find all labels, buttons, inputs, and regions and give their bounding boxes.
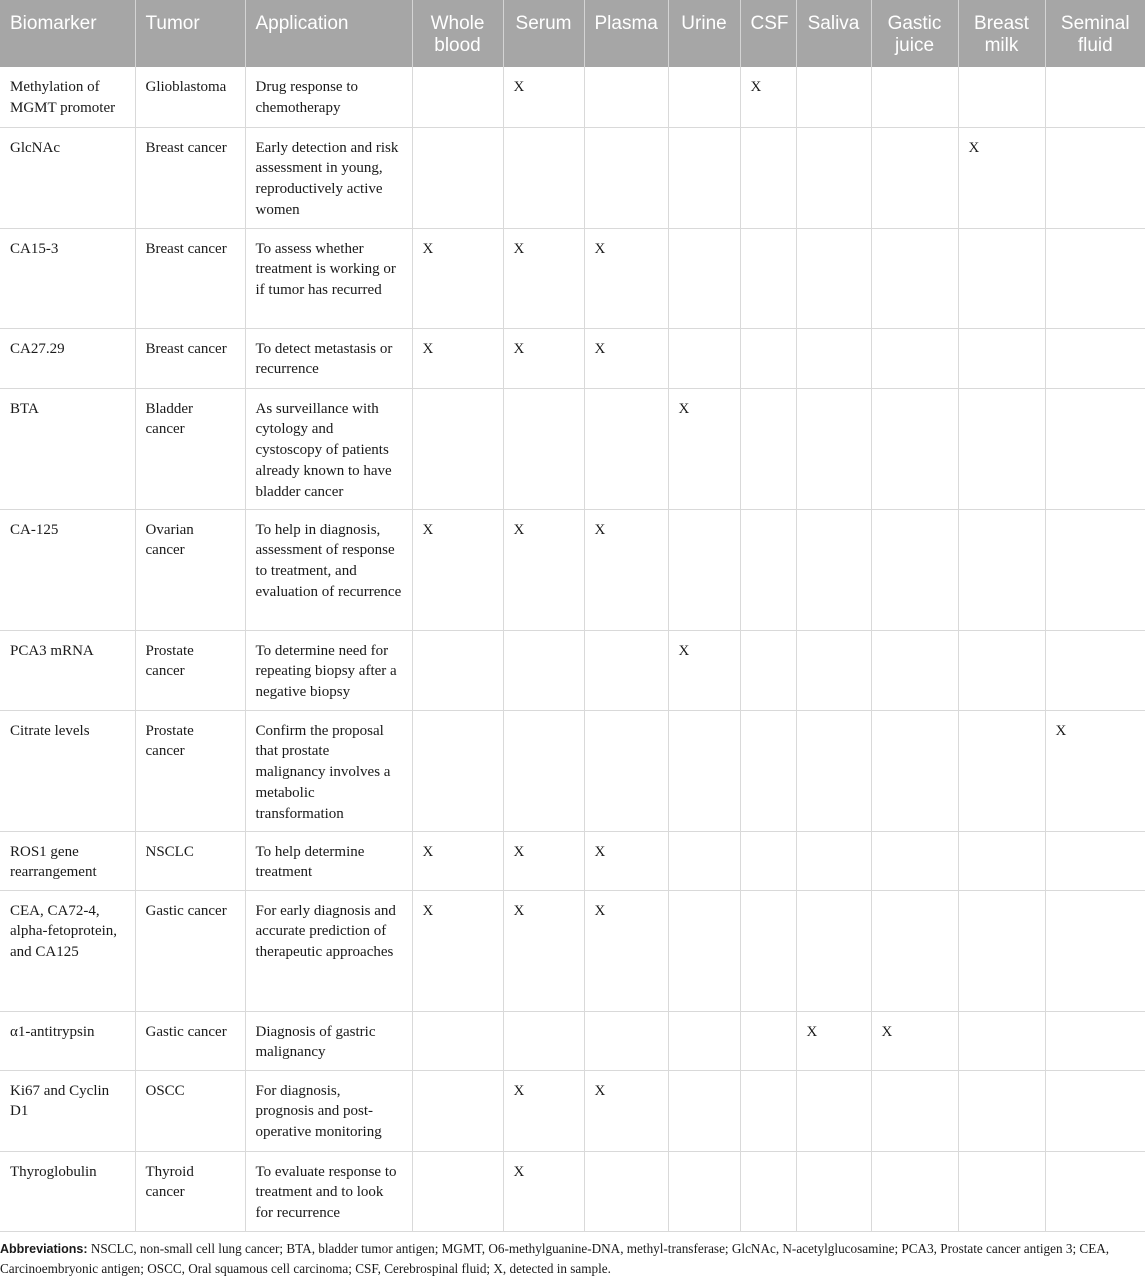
- cell-tumor: OSCC: [135, 1070, 245, 1151]
- cell-tumor: Prostate cancer: [135, 710, 245, 831]
- cell-saliva: [796, 1070, 871, 1151]
- cell-saliva: [796, 228, 871, 328]
- cell-plasma: [584, 388, 668, 509]
- cell-plasma: [584, 710, 668, 831]
- cell-csf: [740, 328, 796, 388]
- cell-seminal-fluid: [1045, 1070, 1145, 1151]
- cell-biomarker: Methylation of MGMT promoter: [0, 67, 135, 127]
- cell-saliva: [796, 630, 871, 710]
- cell-application: Confirm the proposal that prostate malignancy involves a metabolic transformation: [245, 710, 412, 831]
- cell-gastic-juice: [871, 328, 958, 388]
- cell-saliva: [796, 710, 871, 831]
- cell-tumor: Bladder cancer: [135, 388, 245, 509]
- cell-serum: X: [503, 67, 584, 127]
- cell-saliva: [796, 388, 871, 509]
- cell-application: To help determine treatment: [245, 831, 412, 890]
- cell-seminal-fluid: [1045, 890, 1145, 1011]
- cell-urine: [668, 1070, 740, 1151]
- cell-breast-milk: [958, 509, 1045, 630]
- cell-tumor: Thyroid cancer: [135, 1151, 245, 1231]
- cell-csf: [740, 630, 796, 710]
- cell-biomarker: CA-125: [0, 509, 135, 630]
- cell-saliva: [796, 127, 871, 228]
- header-csf: CSF: [740, 0, 796, 67]
- cell-urine: [668, 710, 740, 831]
- cell-breast-milk: [958, 388, 1045, 509]
- header-serum: Serum: [503, 0, 584, 67]
- cell-plasma: [584, 1011, 668, 1070]
- cell-biomarker: GlcNAc: [0, 127, 135, 228]
- cell-gastic-juice: [871, 509, 958, 630]
- header-whole-blood: Whole blood: [412, 0, 503, 67]
- cell-urine: X: [668, 388, 740, 509]
- cell-biomarker: Citrate levels: [0, 710, 135, 831]
- cell-plasma: [584, 1151, 668, 1231]
- table-row: [0, 67, 1145, 127]
- cell-seminal-fluid: X: [1045, 710, 1145, 831]
- header-breast-milk: Breast milk: [958, 0, 1045, 67]
- cell-seminal-fluid: [1045, 831, 1145, 890]
- cell-plasma: X: [584, 890, 668, 1011]
- cell-urine: [668, 1151, 740, 1231]
- cell-plasma: [584, 127, 668, 228]
- cell-whole-blood: [412, 710, 503, 831]
- table-row: [0, 710, 1145, 831]
- cell-application: To detect metastasis or recurrence: [245, 328, 412, 388]
- cell-serum: X: [503, 1070, 584, 1151]
- cell-serum: X: [503, 509, 584, 630]
- cell-breast-milk: [958, 1070, 1045, 1151]
- cell-plasma: X: [584, 509, 668, 630]
- cell-gastic-juice: [871, 67, 958, 127]
- cell-plasma: X: [584, 831, 668, 890]
- cell-whole-blood: [412, 388, 503, 509]
- cell-whole-blood: [412, 127, 503, 228]
- cell-plasma: X: [584, 328, 668, 388]
- cell-application: Drug response to chemotherapy: [245, 67, 412, 127]
- cell-urine: [668, 228, 740, 328]
- cell-csf: [740, 890, 796, 1011]
- cell-tumor: Glioblastoma: [135, 67, 245, 127]
- cell-csf: [740, 710, 796, 831]
- table-row: [0, 328, 1145, 388]
- cell-whole-blood: [412, 630, 503, 710]
- table-row: [0, 228, 1145, 328]
- cell-seminal-fluid: [1045, 228, 1145, 328]
- cell-serum: X: [503, 228, 584, 328]
- cell-urine: [668, 127, 740, 228]
- cell-breast-milk: [958, 1011, 1045, 1070]
- cell-urine: [668, 509, 740, 630]
- cell-whole-blood: [412, 67, 503, 127]
- cell-gastic-juice: [871, 710, 958, 831]
- table-row: [0, 630, 1145, 710]
- cell-urine: [668, 890, 740, 1011]
- cell-breast-milk: [958, 890, 1045, 1011]
- header-tumor: Tumor: [135, 0, 245, 67]
- cell-biomarker: CEA, CA72-4, alpha-fetoprotein, and CA125: [0, 890, 135, 1011]
- cell-serum: [503, 630, 584, 710]
- cell-saliva: [796, 831, 871, 890]
- cell-biomarker: α1-antitrypsin: [0, 1011, 135, 1070]
- cell-biomarker: ROS1 gene rearrangement: [0, 831, 135, 890]
- cell-seminal-fluid: [1045, 127, 1145, 228]
- abbreviations-footnote: [0, 1239, 1130, 1279]
- header-row: [0, 0, 1145, 67]
- abbreviations-text: NSCLC, non-small cell lung cancer; BTA, bladder tumor antigen; MGMT, O6-methylguanine-DNA, methyl-transferase; GlcNAc, N-acetylglucosamine; PCA3, Prostate cancer antigen 3; CEA, Carcinoembryonic antigen; OSCC, Oral squamous cell carcinoma; CSF, Cerebrospinal fluid; X, detected in sample.: [0, 1241, 1110, 1276]
- cell-serum: X: [503, 890, 584, 1011]
- cell-breast-milk: [958, 328, 1045, 388]
- cell-tumor: Ovarian cancer: [135, 509, 245, 630]
- cell-saliva: [796, 509, 871, 630]
- cell-csf: [740, 831, 796, 890]
- cell-csf: [740, 1151, 796, 1231]
- header-saliva: Saliva: [796, 0, 871, 67]
- cell-gastic-juice: [871, 228, 958, 328]
- table-row: [0, 388, 1145, 509]
- cell-seminal-fluid: [1045, 1151, 1145, 1231]
- abbreviations-label: Abbreviations:: [0, 1242, 88, 1256]
- cell-breast-milk: [958, 1151, 1045, 1231]
- cell-plasma: [584, 630, 668, 710]
- cell-saliva: [796, 1151, 871, 1231]
- cell-seminal-fluid: [1045, 388, 1145, 509]
- cell-application: For early diagnosis and accurate prediction of therapeutic approaches: [245, 890, 412, 1011]
- cell-urine: X: [668, 630, 740, 710]
- cell-seminal-fluid: [1045, 67, 1145, 127]
- cell-csf: [740, 1011, 796, 1070]
- cell-breast-milk: [958, 228, 1045, 328]
- header-application: Application: [245, 0, 412, 67]
- cell-tumor: Breast cancer: [135, 328, 245, 388]
- cell-seminal-fluid: [1045, 509, 1145, 630]
- cell-breast-milk: [958, 831, 1045, 890]
- cell-biomarker: Thyroglobulin: [0, 1151, 135, 1231]
- cell-urine: [668, 67, 740, 127]
- table-row: [0, 890, 1145, 1011]
- cell-whole-blood: X: [412, 328, 503, 388]
- cell-saliva: [796, 890, 871, 1011]
- cell-biomarker: Ki67 and Cyclin D1: [0, 1070, 135, 1151]
- cell-gastic-juice: [871, 1070, 958, 1151]
- cell-gastic-juice: [871, 831, 958, 890]
- cell-seminal-fluid: [1045, 630, 1145, 710]
- cell-saliva: [796, 67, 871, 127]
- cell-tumor: Prostate cancer: [135, 630, 245, 710]
- cell-breast-milk: [958, 710, 1045, 831]
- cell-csf: [740, 1070, 796, 1151]
- header-urine: Urine: [668, 0, 740, 67]
- cell-serum: [503, 710, 584, 831]
- table-row: [0, 127, 1145, 228]
- cell-gastic-juice: [871, 388, 958, 509]
- cell-application: To help in diagnosis, assessment of response to treatment, and evaluation of recurrence: [245, 509, 412, 630]
- header-biomarker: Biomarker: [0, 0, 135, 67]
- table-row: [0, 509, 1145, 630]
- cell-whole-blood: [412, 1011, 503, 1070]
- cell-breast-milk: X: [958, 127, 1045, 228]
- table-row: [0, 1070, 1145, 1151]
- cell-tumor: NSCLC: [135, 831, 245, 890]
- cell-seminal-fluid: [1045, 1011, 1145, 1070]
- cell-biomarker: CA27.29: [0, 328, 135, 388]
- cell-csf: [740, 127, 796, 228]
- cell-whole-blood: [412, 1070, 503, 1151]
- cell-tumor: Breast cancer: [135, 228, 245, 328]
- cell-tumor: Breast cancer: [135, 127, 245, 228]
- cell-tumor: Gastic cancer: [135, 1011, 245, 1070]
- cell-serum: X: [503, 831, 584, 890]
- cell-biomarker: BTA: [0, 388, 135, 509]
- cell-application: To assess whether treatment is working or if tumor has recurred: [245, 228, 412, 328]
- cell-serum: [503, 388, 584, 509]
- table-row: [0, 1011, 1145, 1070]
- cell-gastic-juice: [871, 1151, 958, 1231]
- cell-urine: [668, 831, 740, 890]
- cell-application: For diagnosis, prognosis and post-operative monitoring: [245, 1070, 412, 1151]
- cell-tumor: Gastic cancer: [135, 890, 245, 1011]
- cell-csf: [740, 509, 796, 630]
- table-row: [0, 1151, 1145, 1231]
- cell-application: To determine need for repeating biopsy after a negative biopsy: [245, 630, 412, 710]
- cell-plasma: X: [584, 228, 668, 328]
- cell-whole-blood: X: [412, 509, 503, 630]
- cell-csf: X: [740, 67, 796, 127]
- cell-biomarker: CA15-3: [0, 228, 135, 328]
- cell-plasma: X: [584, 1070, 668, 1151]
- cell-serum: [503, 127, 584, 228]
- cell-application: Early detection and risk assessment in young, reproductively active women: [245, 127, 412, 228]
- header-plasma: Plasma: [584, 0, 668, 67]
- cell-urine: [668, 1011, 740, 1070]
- cell-application: As surveillance with cytology and cystoscopy of patients already known to have bladder cancer: [245, 388, 412, 509]
- header-gastic-juice: Gastic juice: [871, 0, 958, 67]
- cell-breast-milk: [958, 630, 1045, 710]
- cell-application: To evaluate response to treatment and to look for recurrence: [245, 1151, 412, 1231]
- cell-whole-blood: X: [412, 890, 503, 1011]
- cell-seminal-fluid: [1045, 328, 1145, 388]
- cell-biomarker: PCA3 mRNA: [0, 630, 135, 710]
- cell-serum: [503, 1011, 584, 1070]
- cell-saliva: X: [796, 1011, 871, 1070]
- cell-gastic-juice: X: [871, 1011, 958, 1070]
- cell-gastic-juice: [871, 630, 958, 710]
- cell-saliva: [796, 328, 871, 388]
- cell-whole-blood: [412, 1151, 503, 1231]
- cell-whole-blood: X: [412, 831, 503, 890]
- cell-gastic-juice: [871, 127, 958, 228]
- cell-serum: X: [503, 328, 584, 388]
- cell-gastic-juice: [871, 890, 958, 1011]
- cell-breast-milk: [958, 67, 1045, 127]
- cell-serum: X: [503, 1151, 584, 1231]
- cell-urine: [668, 328, 740, 388]
- cell-csf: [740, 388, 796, 509]
- header-seminal-fluid: Seminal fluid: [1045, 0, 1145, 67]
- cell-csf: [740, 228, 796, 328]
- cell-whole-blood: X: [412, 228, 503, 328]
- cell-application: Diagnosis of gastric malignancy: [245, 1011, 412, 1070]
- cell-plasma: [584, 67, 668, 127]
- table-row: [0, 831, 1145, 890]
